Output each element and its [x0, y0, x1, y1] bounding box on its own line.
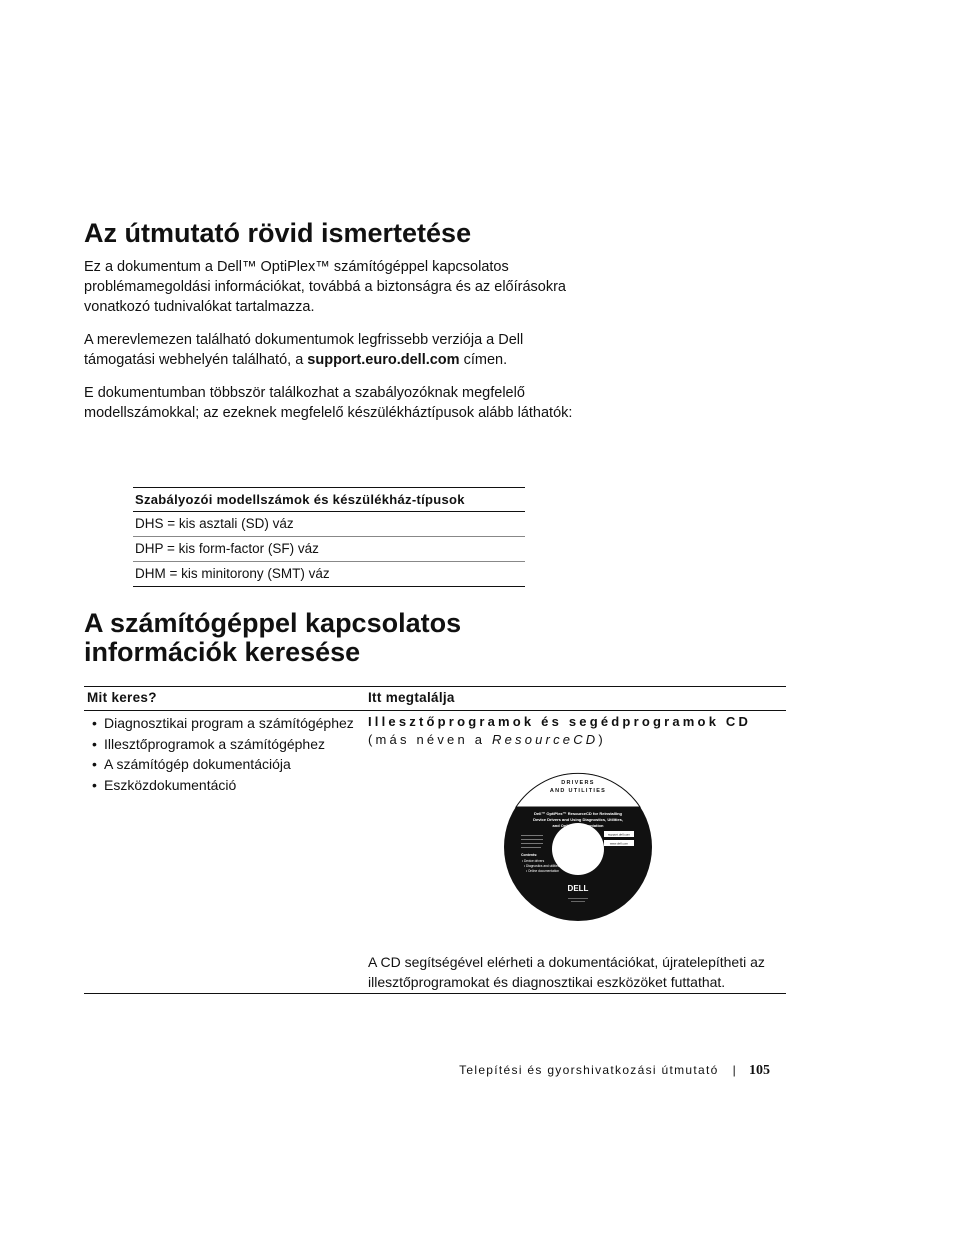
cd-fineprint: [521, 835, 543, 836]
list-item: • Diagnosztikai program a számítógéphez: [92, 713, 354, 734]
resource-cd-image: [498, 767, 658, 927]
cd-fineprint: [568, 898, 588, 899]
cd-fineprint: [521, 839, 543, 840]
footer-separator: |: [732, 1063, 737, 1077]
cd-center-hole: [552, 823, 604, 875]
cd-disc-icon: [498, 767, 658, 927]
cd-desc-line2: Device Drivers and Using Diagnostics, Utilities,: [533, 817, 623, 822]
cd-url-2: www.dell.com: [609, 841, 629, 846]
cd-subtitle-end: ): [598, 732, 606, 747]
model-number-table: [133, 487, 525, 587]
cd-desc-line3: and Online Documentation: [552, 823, 604, 828]
section-heading-find-info: [84, 609, 461, 667]
cd-subtitle-start: (más néven a: [368, 732, 492, 747]
model-table-row: DHP = kis form-factor (SF) váz: [133, 537, 525, 562]
list-item: • Illesztőprogramok a számítógéphez: [92, 734, 354, 755]
overview-paragraph-2: [84, 330, 584, 370]
cd-contents-item: • Device drivers: [522, 859, 545, 863]
page-number: 105: [749, 1063, 770, 1078]
cd-fineprint: [521, 847, 541, 848]
heading-line-2: információk keresése: [84, 637, 361, 667]
cd-desc-line1: Dell™ OptiPlex™ ResourceCD for Reinstalling: [533, 811, 623, 816]
column-header-where: Itt megtalálja: [368, 690, 455, 705]
cd-label-line1: DRIVERS: [561, 780, 595, 786]
cd-subtitle-name: ResourceCD: [491, 732, 599, 747]
cd-subtitle: [368, 732, 606, 747]
cd-contents-item: • Diagnostics and utilities: [524, 864, 560, 868]
cd-url-1: support.dell.com: [607, 832, 631, 837]
dell-logo: DELL: [567, 884, 589, 893]
footer-title: Telepítési és gyorshivatkozási útmutató: [459, 1063, 719, 1077]
heading-line-1: A számítógéppel kapcsolatos: [84, 608, 462, 638]
overview-paragraph-1: Ez a dokumentum a Dell™ OptiPlex™ számítógéppel kapcsolatos problémamegoldási információkat, továbbá a biztonságra és az előírásokra vonatkozó tudnivalókat tartalmazza.: [84, 259, 566, 315]
cd-contents-item: • Online documentation: [526, 869, 560, 873]
cd-contents-label: Contents:: [521, 853, 538, 857]
paragraph-2-text-end: címen.: [459, 352, 508, 368]
section-heading-overview: Az útmutató rövid ismertetése: [84, 218, 472, 248]
model-table-row: DHS = kis asztali (SD) váz: [133, 512, 525, 537]
cd-description: A CD segítségével elérheti a dokumentációkat, újratelepítheti az illesztőprogramokat és diagnosztikai eszközöket futtathat.: [368, 954, 765, 990]
paragraph-2-text-start: A merevlemezen található dokumentumok legfrissebb verziója a Dell támogatási webhelyén található, a: [84, 332, 524, 368]
cd-title: Illesztőprogramok és segédprogramok CD: [368, 714, 752, 729]
overview-paragraph-3: E dokumentumban többször találkozhat a szabályozóknak megfelelő modellszámokkal; az ezeknek megfelelő készülékháztípusok alább láthatók:: [84, 385, 573, 421]
find-table-header: [84, 687, 786, 711]
column-header-what: Mit keres?: [87, 690, 157, 705]
model-table-header: Szabályozói modellszámok és készülékház-típusok: [133, 487, 525, 512]
cd-fineprint: [571, 901, 585, 902]
list-item: • Eszközdokumentáció: [92, 775, 354, 796]
support-url: support.euro.dell.com: [307, 352, 460, 368]
list-item: • A számítógép dokumentációja: [92, 754, 354, 775]
model-table-row: DHM = kis minitorony (SMT) váz: [133, 562, 525, 587]
looking-for-list: [92, 713, 354, 795]
find-information-table: [84, 686, 786, 994]
page-footer: [459, 1063, 770, 1079]
cd-label-line2: AND UTILITIES: [549, 788, 607, 794]
cd-fineprint: [521, 843, 543, 844]
